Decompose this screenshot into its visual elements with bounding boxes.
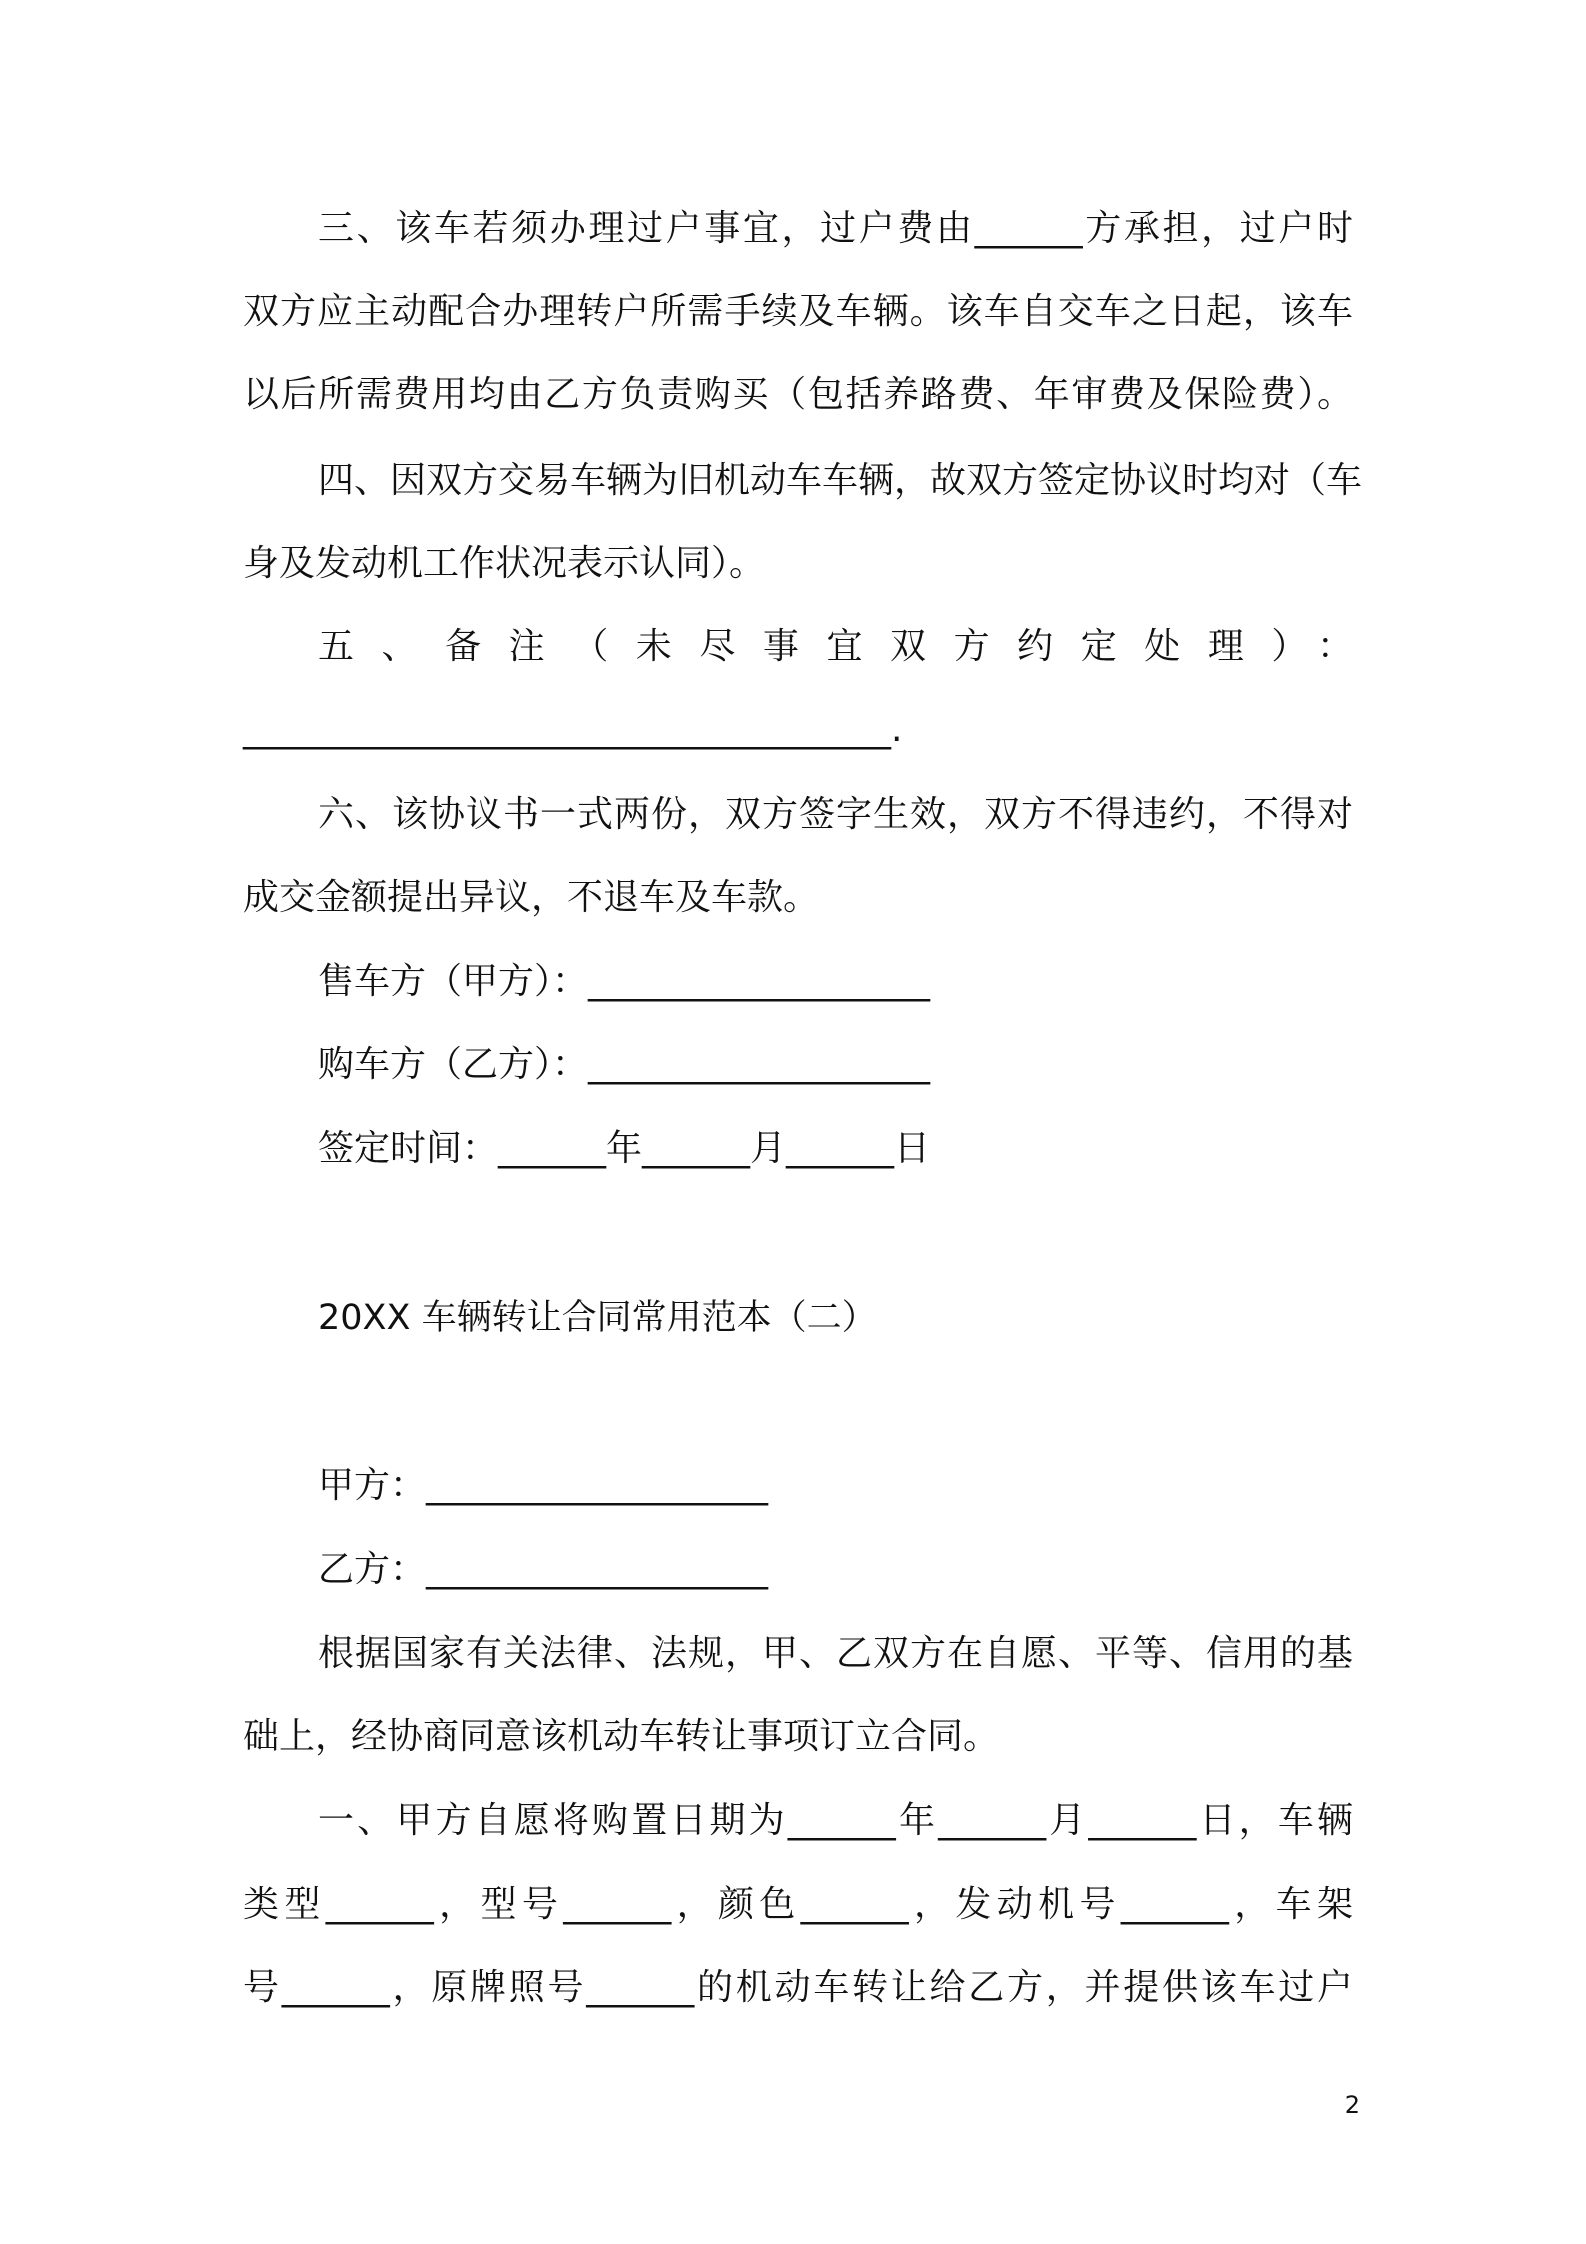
clause-4-line-2: 身及发动机工作状况表示认同）。 <box>243 543 766 584</box>
seller-signature-line: 售车方（甲方）：___________________ <box>318 961 931 1002</box>
party-a-line: 甲方：___________________ <box>318 1465 769 1506</box>
clause-1-line-2: 类型______，型号______，颜色______，发动机号______，车架 <box>243 1884 1353 1925</box>
preamble-line-2: 础上，经协商同意该机动车转让事项订立合同。 <box>243 1716 1000 1757</box>
party-b-line: 乙方：___________________ <box>318 1549 769 1590</box>
preamble-line-1: 根据国家有关法律、法规，甲、乙双方在自愿、平等、信用的基 <box>318 1633 1353 1674</box>
clause-1-line-3: 号______，原牌照号______的机动车转让给乙方，并提供该车过户 <box>243 1967 1353 2008</box>
remarks-blank-line: ____________________________________. <box>243 709 903 750</box>
clause-3-line-1: 三、该车若须办理过户事宜，过户费由______方承担，过户时 <box>318 208 1353 249</box>
clause-1-line-1: 一、甲方自愿将购置日期为______年______月______日，车辆 <box>318 1800 1353 1841</box>
clause-3-line-2: 双方应主动配合办理转户所需手续及车辆。该车自交车之日起，该车 <box>243 291 1353 332</box>
signing-date-line: 签定时间：______年______月______日 <box>318 1128 931 1169</box>
section-title: 20XX 车辆转让合同常用范本（二） <box>318 1298 877 1338</box>
buyer-signature-line: 购车方（乙方）：___________________ <box>318 1044 931 1085</box>
page-number: 2 <box>1344 2091 1360 2119</box>
clause-5-remarks: 五、备注（未尽事宜双方约定处理）： <box>318 626 1353 667</box>
clause-6-line-1: 六、该协议书一式两份，双方签字生效，双方不得违约，不得对 <box>318 794 1353 835</box>
clause-6-line-2: 成交金额提出异议，不退车及车款。 <box>243 877 820 918</box>
clause-4-line-1: 四、因双方交易车辆为旧机动车车辆，故双方签定协议时均对（车 <box>318 460 1363 501</box>
clause-3-line-3: 以后所需费用均由乙方负责购买（包括养路费、年审费及保险费）。 <box>243 374 1353 415</box>
